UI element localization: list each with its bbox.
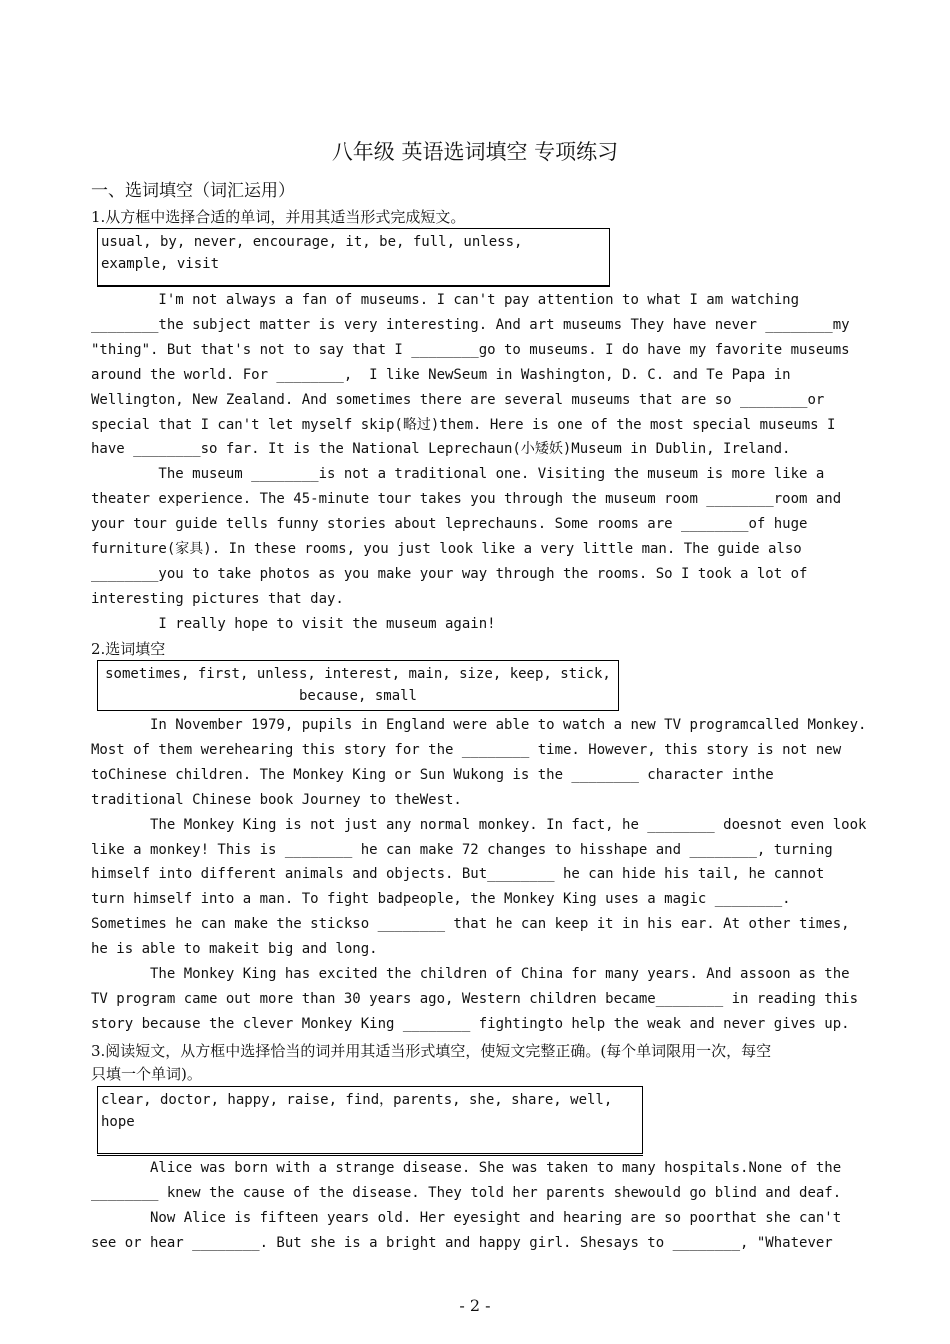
passage-line: ________ knew the cause of the disease. They told her parents shewould go blind and deaf. [91, 1185, 842, 1201]
page-number: - 2 - [459, 1296, 491, 1315]
exercise-3-heading-line: 只填一个单词)。 [91, 1065, 202, 1083]
word-box-line: example, visit [101, 256, 220, 272]
passage-line: "thing". But that's not to say that I ________go to museums. I do have my favorite museums [91, 341, 850, 358]
passage-line: furniture(家具). In these rooms, you just look like a very little man. The guide also [91, 541, 802, 557]
word-box-line: hope [101, 1114, 135, 1130]
section-heading: 一、选词填空（词汇运用） [91, 181, 295, 201]
passage-line: special that I can't let myself skip(略过)them. Here is one of the most special museums I [91, 416, 836, 433]
word-box-line: because, small [298, 688, 417, 704]
divider [97, 1155, 643, 1156]
passage-line: Now Alice is fifteen years old. Her eyesight and hearing are so poorthat she can't [91, 1210, 842, 1226]
exercise-3-heading-line: 3.阅读短文，从方框中选择恰当的词并用其适当形式填空，使短文完整正确。(每个单词限用一次，每空 [91, 1042, 772, 1060]
passage-line: around the world. For ________, I like NewSeum in Washington, D. C. and Te Papa in [91, 366, 791, 383]
word-box-line: usual, by, never, encourage, it, be, full, unless, [101, 234, 523, 250]
passage-line: Sometimes he can make the stickso ________ that he can keep it in his ear. At other times, [91, 916, 850, 933]
passage-line: I really hope to visit the museum again! [91, 615, 496, 632]
passage-line: himself into different animals and objects. But________ he can hide his tail, he cannot [91, 866, 825, 883]
passage-line: story because the clever Monkey King ________ fightingto help the weak and never gives up. [91, 1015, 850, 1032]
passage-line: interesting pictures that day. [91, 590, 344, 607]
passage-line: your tour guide tells funny stories about leprechauns. Some rooms are ________of huge [91, 516, 808, 533]
passage-line: Wellington, New Zealand. And sometimes there are several museums that are so ________or [91, 391, 825, 408]
exercise-2-heading: 2.选词填空 [91, 640, 166, 658]
passage-line: The Monkey King is not just any normal monkey. In fact, he ________ doesnot even look [91, 816, 867, 833]
divider [97, 286, 610, 287]
passage-line: like a monkey! This is ________ he can make 72 changes to hisshape and ________, turning [91, 841, 833, 858]
passage-line: ________you to take photos as you make your way through the rooms. So I took a lot of [91, 565, 808, 582]
page-title: 八年级 英语选词填空 专项练习 [331, 140, 619, 164]
word-box-line: clear, doctor, happy, raise, find，parents, she, share, well, [101, 1092, 613, 1108]
passage-line: he is able to makeit big and long. [91, 941, 378, 958]
passage-line: theater experience. The 45-minute tour takes you through the museum room ________room and [91, 491, 842, 508]
exercise-1-heading: 1.从方框中选择合适的单词，并用其适当形式完成短文。 [91, 208, 466, 226]
word-box-line: sometimes, first, unless, interest, main, size, keep, stick, [105, 666, 611, 682]
passage-line: have ________so far. It is the National Leprechaun(小矮妖)Museum in Dublin, Ireland. [91, 441, 791, 458]
passage-line: turn himself into a man. To fight badpeople, the Monkey King uses a magic ________. [91, 891, 791, 908]
exercise-1-word-box [97, 228, 610, 286]
passage-line: Most of them werehearing this story for the ________ time. However, this story is not new [91, 741, 842, 758]
passage-line: Alice was born with a strange disease. She was taken to many hospitals.None of the [91, 1160, 842, 1176]
passage-line: ________the subject matter is very interesting. And art museums They have never ________my [91, 316, 850, 333]
passage-line: TV program came out more than 30 years ago, Western children became________ in reading this [91, 990, 859, 1007]
passage-line: I'm not always a fan of museums. I can't pay attention to what I am watching [91, 292, 800, 308]
exercise-2-word-box [97, 660, 619, 711]
passage-line: The Monkey King has excited the children of China for many years. And assoon as the [91, 966, 850, 982]
passage-line: toChinese children. The Monkey King or Sun Wukong is the ________ character inthe [91, 766, 774, 783]
passage-line: see or hear ________. But she is a bright and happy girl. Shesays to ________, "Whatever [91, 1235, 833, 1251]
passage-line: traditional Chinese book Journey to theWest. [91, 791, 462, 808]
exercise-3-word-box [97, 1086, 643, 1154]
passage-line: In November 1979, pupils in England were able to watch a new TV programcalled Monkey. [91, 717, 867, 733]
passage-line: The museum ________is not a traditional one. Visiting the museum is more like a [91, 466, 825, 483]
